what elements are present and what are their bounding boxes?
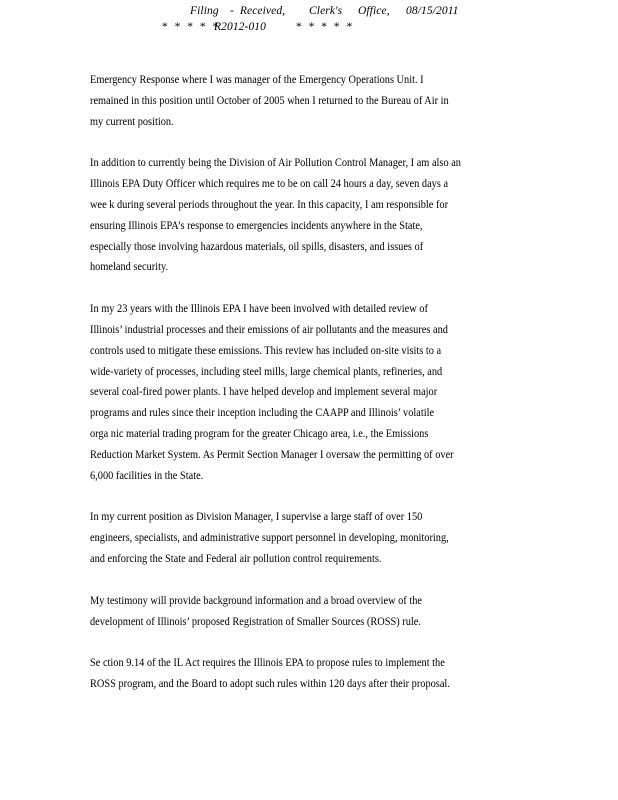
text-line: Emergency Response where I was manager of the Emergency Operations Unit. I <box>90 74 424 86</box>
filing-label: Filing <box>190 5 219 17</box>
text-line: controls used to mitigate these emissions. This review has included on-site visits to a <box>90 344 442 357</box>
text-line: ensuring Illinois EPA’s response to emergencies incidents anywhere in the State, <box>90 219 423 232</box>
text-line: development of Illinois’ proposed Registration of Smaller Sources (ROSS) rule. <box>90 615 421 628</box>
paragraph <box>90 70 449 132</box>
text-line: and enforcing the State and Federal air pollution control requirements. <box>90 552 382 565</box>
stars-left: * * * * * <box>162 21 221 33</box>
text-line: My testimony will provide background information and a broad overview of the <box>90 594 422 607</box>
text-line: my current position. <box>90 115 174 128</box>
text-line: Illinois’ industrial processes and their emissions of air pollutants and the measures and <box>90 323 448 336</box>
paragraph <box>90 153 461 278</box>
clerks-label: Clerk's <box>309 5 343 17</box>
text-line: remained in this position until October of 2005 when I returned to the Bureau of Air in <box>90 94 449 107</box>
text-line: In my 23 years with the Illinois EPA I have been involved with detailed review of <box>90 303 428 316</box>
paragraph <box>90 591 422 633</box>
text-line: programs and rules since their inception including the CAAPP and Illinois’ volatile <box>90 407 435 420</box>
text-line: Se ction 9.14 of the IL Act requires the Illinois EPA to propose rules to implement the <box>90 657 445 670</box>
text-line: wee k during several periods throughout the year. In this capacity, I am responsible for <box>90 198 449 211</box>
text-line: wide-variety of processes, including steel mills, large chemical plants, refineries, and <box>90 365 443 378</box>
paragraph <box>90 653 450 695</box>
filing-stamp-header <box>0 0 618 40</box>
testimony-body <box>90 70 461 716</box>
received-label: - Received, <box>230 5 286 17</box>
stars-right: * * * * * <box>296 21 355 33</box>
text-line: orga nic material trading program for the greater Chicago area, i.e., the Emissions <box>90 427 429 440</box>
docket-number: R2012-010 <box>214 21 267 33</box>
text-line: ROSS program, and the Board to adopt such rules within 120 days after their proposal. <box>90 678 450 691</box>
text-line: Reduction Market System. As Permit Section Manager I oversaw the permitting of over <box>90 448 454 461</box>
filing-date: 08/15/2011 <box>406 5 459 17</box>
text-line: especially those involving hazardous materials, oil spills, disasters, and issues of <box>90 240 424 253</box>
text-line: Illinois EPA Duty Officer which requires me to be on call 24 hours a day, seven days a <box>90 178 449 191</box>
paragraph <box>90 299 454 486</box>
text-line: several coal-fired power plants. I have helped develop and implement several major <box>90 386 438 399</box>
text-line: 6,000 facilities in the State. <box>90 469 204 482</box>
paragraph <box>90 507 449 569</box>
office-label: Office, <box>358 5 390 17</box>
text-line: engineers, specialists, and administrative support personnel in developing, monitoring, <box>90 532 449 545</box>
text-line: In my current position as Division Manager, I supervise a large staff of over 150 <box>90 511 423 524</box>
text-line: In addition to currently being the Division of Air Pollution Control Manager, I am also an <box>90 157 461 170</box>
text-line: homeland security. <box>90 261 169 274</box>
